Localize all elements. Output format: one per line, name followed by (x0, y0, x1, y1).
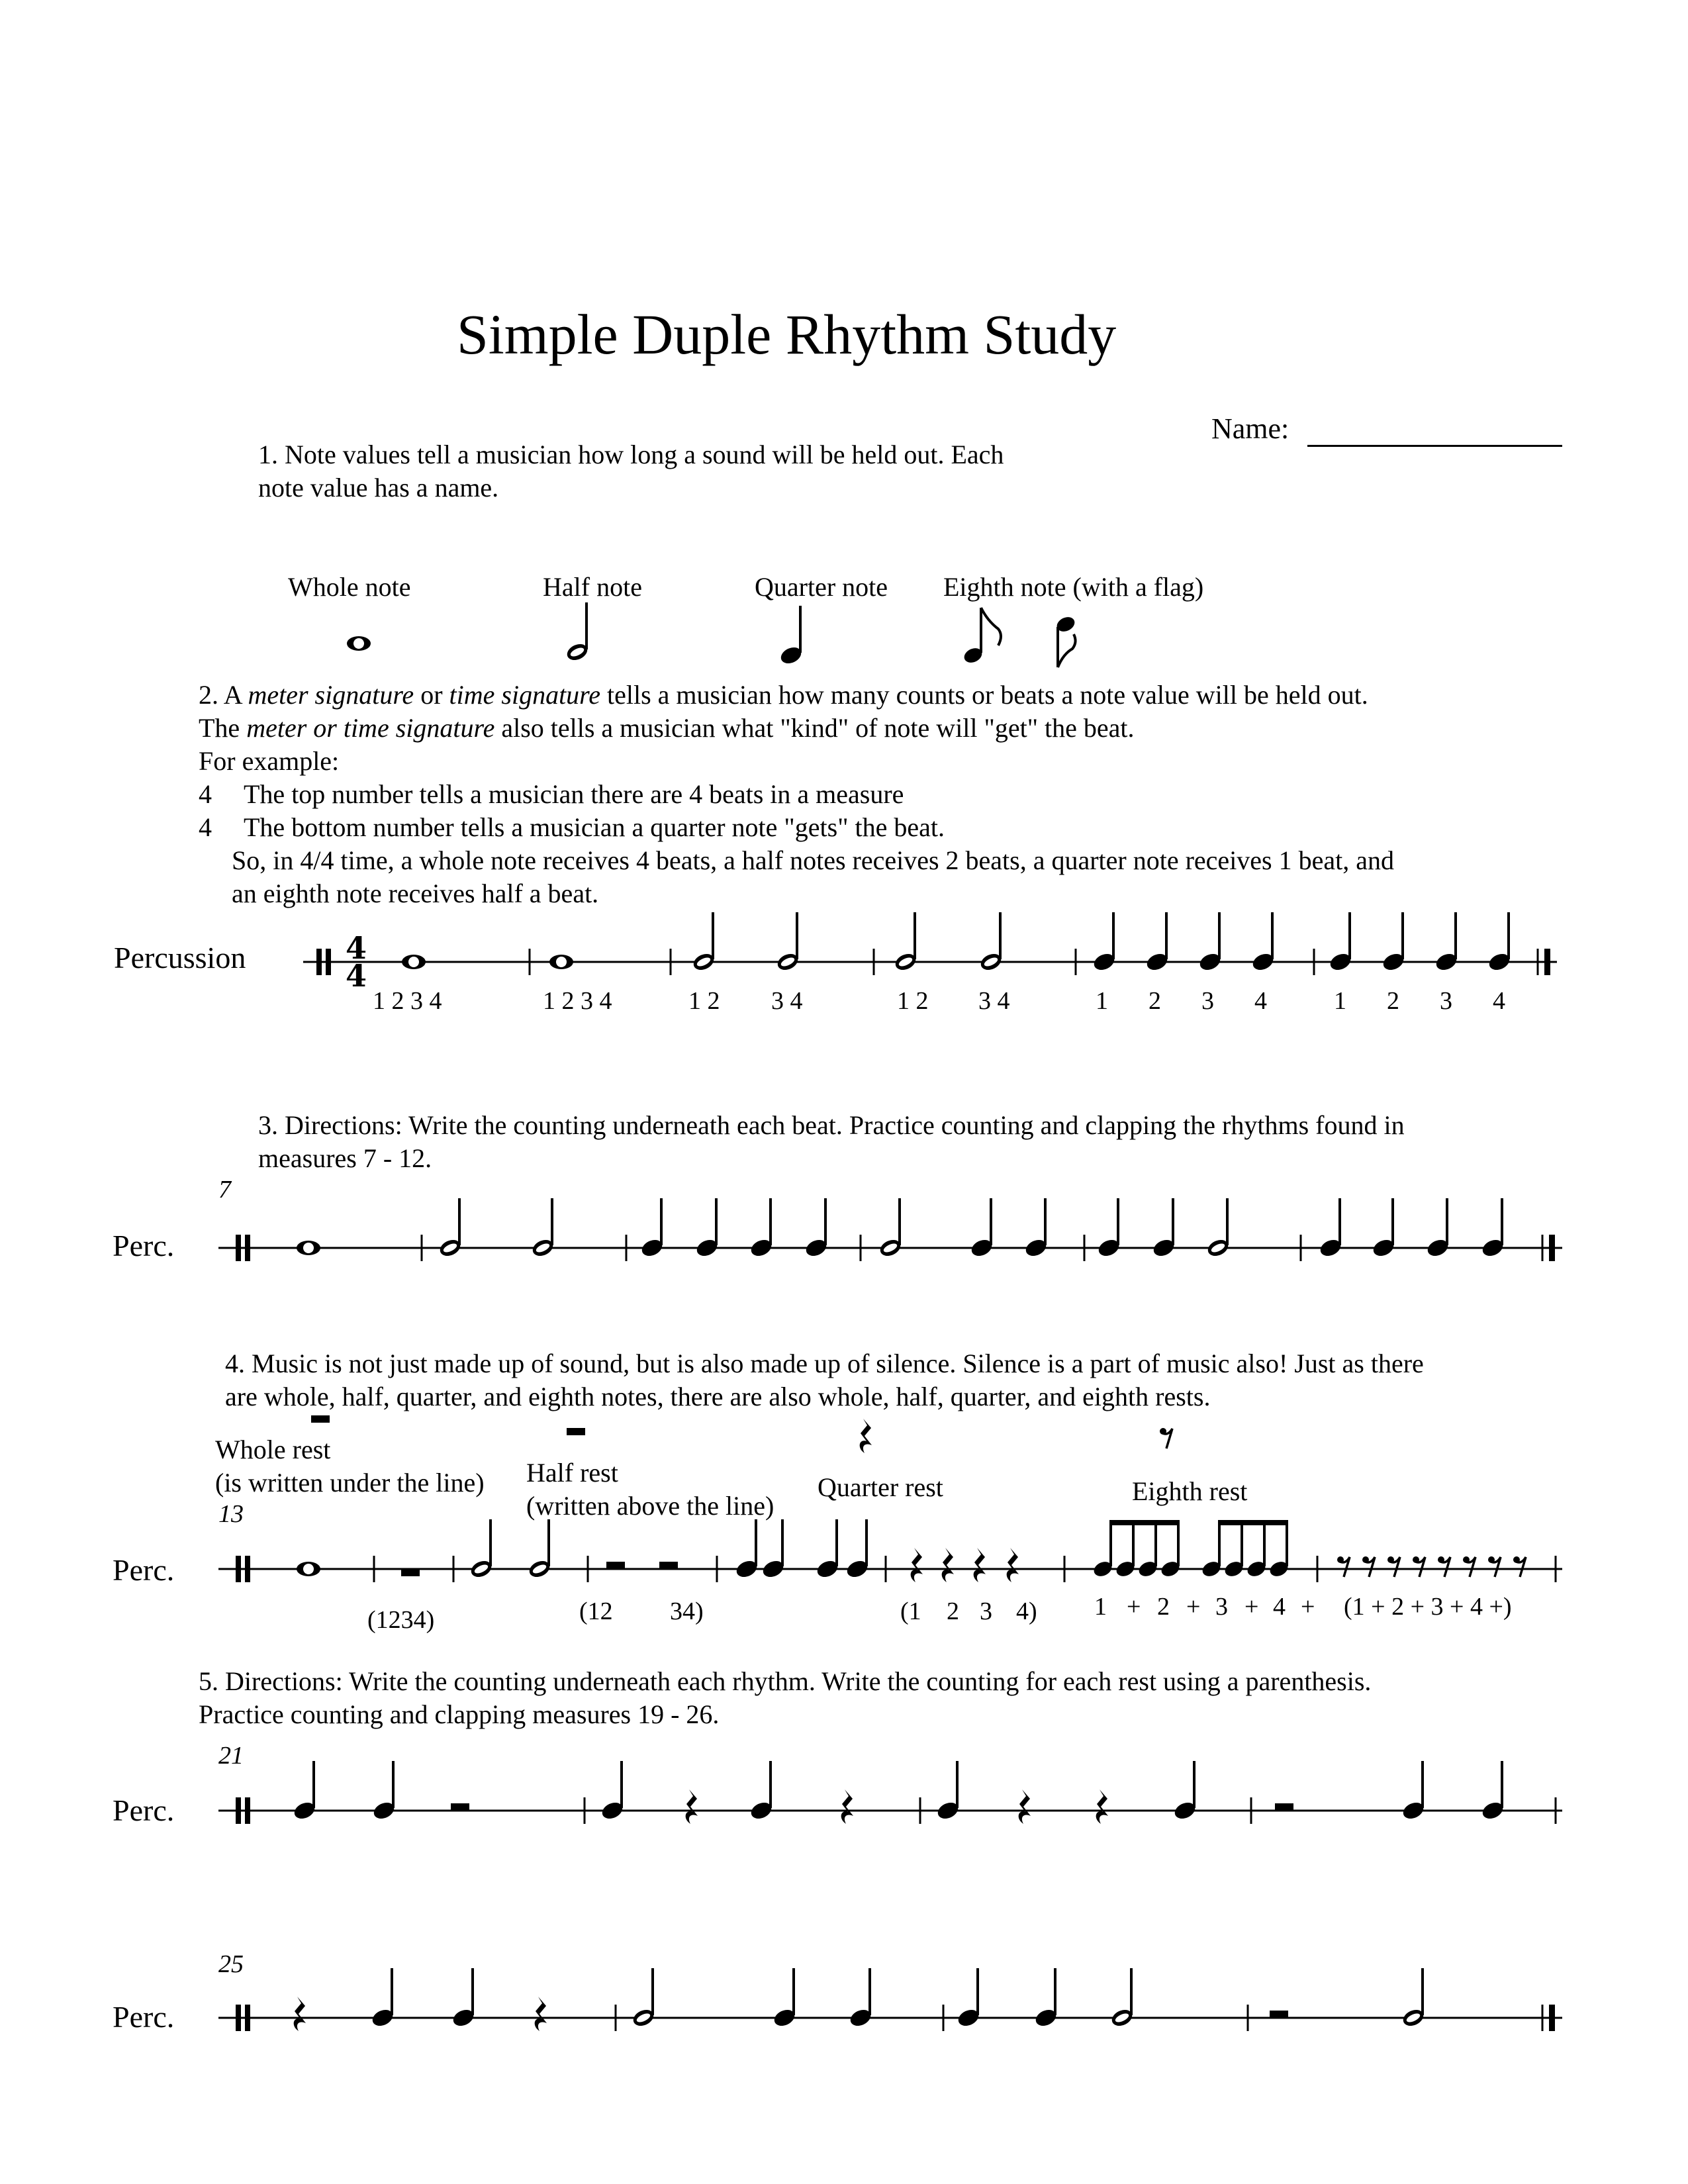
s2-text: The (199, 713, 247, 743)
s2-text: also tells a musician what "kind" of note will "get" the beat. (494, 713, 1135, 743)
top-number: 4 (199, 779, 212, 809)
measure-number: 13 (218, 1500, 244, 1528)
measure-number: 7 (218, 1176, 231, 1204)
count-label: 4 (1273, 1593, 1286, 1621)
count-label: 3 (1201, 987, 1214, 1015)
staff5-instrument: Perc. (113, 2000, 175, 2034)
sample-whole-rest (311, 1415, 330, 1423)
label-whole-rest: Whole rest (215, 1435, 331, 1464)
staff5 (218, 1968, 1562, 2031)
count-label: 1 2 (688, 987, 720, 1015)
count-label: 2 (1157, 1593, 1170, 1621)
section2-line7: an eighth note receives half a beat. (232, 878, 599, 908)
sample-quarter-note (778, 606, 804, 667)
svg-text:4: 4 (345, 930, 367, 966)
label-half-rest: Half rest (526, 1458, 618, 1488)
s2-text: or (414, 680, 449, 710)
staff4-instrument: Perc. (113, 1793, 175, 1827)
staff1-instrument: Percussion (114, 941, 246, 974)
s2-italic-meter-time: meter or time signature (246, 713, 495, 743)
count-label: 1 (1096, 987, 1108, 1015)
count-label: 1 2 (897, 987, 929, 1015)
count-label: (1 (900, 1597, 921, 1625)
measure-number: 21 (218, 1742, 244, 1770)
section3-line2: measures 7 - 12. (258, 1143, 432, 1173)
label-whole-rest-note: (is written under the line) (215, 1468, 485, 1497)
label-whole-note: Whole note (288, 572, 411, 602)
page-title: Simple Duple Rhythm Study (457, 303, 1117, 366)
count-label: 2 (1387, 987, 1399, 1015)
section1-line1: 1. Note values tell a musician how long a sound will be held out. Each (258, 440, 1004, 469)
section3-line1: 3. Directions: Write the counting underneath each beat. Practice counting and clapping the rhythms found in (258, 1110, 1405, 1140)
count-label: 4 (1254, 987, 1267, 1015)
bottom-number: 4 (199, 812, 212, 842)
sample-eighth-note-up (962, 608, 1001, 665)
count-label: 1 2 3 4 (373, 987, 442, 1015)
count-label: 4 (1493, 987, 1505, 1015)
staff1 (303, 912, 1557, 994)
sample-quarter-rest (860, 1419, 872, 1453)
count-label: 3 4 (771, 987, 803, 1015)
sample-half-rest (567, 1428, 585, 1435)
section5-line2: Practice counting and clapping measures 19 - 26. (199, 1699, 720, 1729)
staff2 (218, 1198, 1562, 1261)
label-half-note: Half note (543, 572, 642, 602)
section1-line2: note value has a name. (258, 473, 499, 502)
label-quarter-note: Quarter note (755, 572, 888, 602)
section4-line2: are whole, half, quarter, and eighth notes, there are also whole, half, quarter, and eighth rests. (225, 1382, 1211, 1411)
count-label: (1234) (367, 1606, 435, 1634)
count-label: 1 2 3 4 (543, 987, 612, 1015)
staff3 (218, 1519, 1562, 1582)
section2-line6: So, in 4/4 time, a whole note receives 4 beats, a half notes receives 2 beats, a quarter note receives 1 beat, and (232, 845, 1394, 875)
count-label: (12 (579, 1597, 613, 1625)
section5-line1: 5. Directions: Write the counting underneath each rhythm. Write the counting for each rest using a parenthesis. (199, 1666, 1372, 1696)
staff2-instrument: Perc. (113, 1229, 175, 1262)
count-label: (1 + 2 + 3 + 4 +) (1344, 1593, 1512, 1621)
label-quarter-rest: Quarter rest (818, 1472, 943, 1502)
measure-number: 25 (218, 1950, 244, 1978)
sample-half-note (565, 602, 590, 663)
count-label: + (1244, 1593, 1259, 1621)
count-label: 2 (1149, 987, 1161, 1015)
sample-whole-note (347, 636, 371, 651)
sample-eighth-rest (1160, 1428, 1172, 1448)
s2-italic-time: time signature (449, 680, 601, 710)
s2-italic-meter: meter signature (248, 680, 414, 710)
bottom-number-text: The bottom number tells a musician a quarter note "gets" the beat. (244, 812, 945, 842)
label-half-rest-note: (written above the line) (526, 1491, 774, 1521)
count-label: + (1301, 1593, 1315, 1621)
sample-eighth-note-down (1055, 614, 1077, 667)
name-label-text: Name: (1211, 412, 1289, 445)
count-label: 3 (1440, 987, 1452, 1015)
count-label: 3 4 (978, 987, 1010, 1015)
s2-text: tells a musician how many counts or beats a note value will be held out. (600, 680, 1368, 710)
count-label: 1 (1334, 987, 1346, 1015)
count-label: 1 (1094, 1593, 1107, 1621)
label-eighth-rest: Eighth rest (1132, 1476, 1248, 1506)
svg-text:4: 4 (345, 958, 367, 994)
section4-line1: 4. Music is not just made up of sound, but is also made up of silence. Silence is a part of music also! Just as there (225, 1349, 1424, 1378)
label-eighth-note: Eighth note (with a flag) (943, 572, 1204, 602)
staff4 (218, 1761, 1562, 1824)
count-label: 4) (1016, 1597, 1037, 1625)
count-label: 2 (947, 1597, 959, 1625)
s2-text: 2. A (199, 680, 248, 710)
count-label: 3 (980, 1597, 992, 1625)
top-number-text: The top number tells a musician there are 4 beats in a measure (244, 779, 904, 809)
count-label: + (1127, 1593, 1141, 1621)
section2-line3: For example: (199, 746, 340, 776)
staff3-instrument: Perc. (113, 1553, 175, 1587)
count-label: + (1186, 1593, 1201, 1621)
count-label: 34) (670, 1597, 704, 1625)
count-label: 3 (1215, 1593, 1228, 1621)
